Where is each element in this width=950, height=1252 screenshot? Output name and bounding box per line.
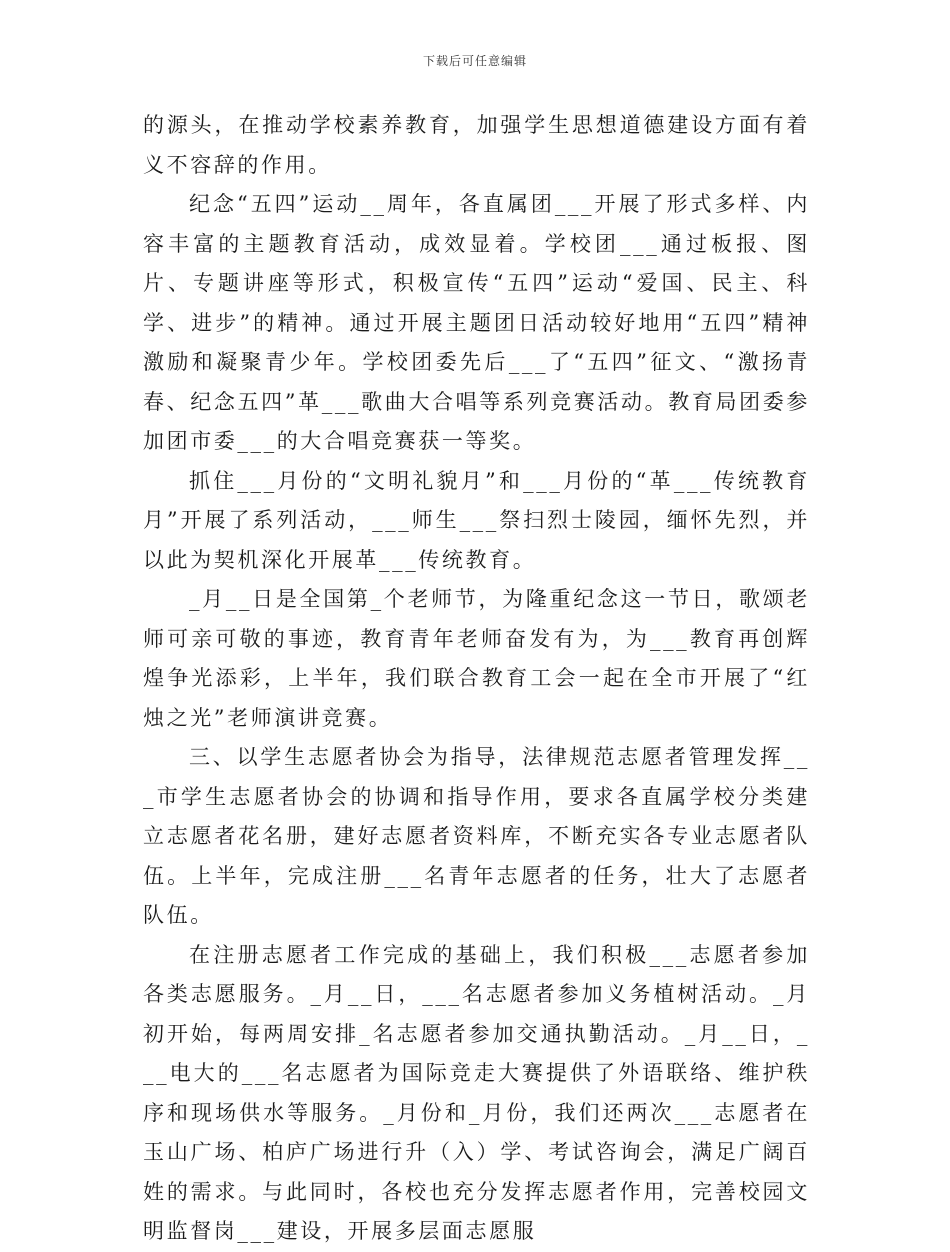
page-header: 下载后可任意编辑 — [422, 54, 527, 68]
paragraph-3: 抓住___月份的“文明礼貌月”和___月份的“革___传统教育月”开展了系列活动，___师生___祭扫烈士陵园，缅怀先烈，并以此为契机深化开展革___传统教育。 — [143, 468, 810, 572]
paragraph-5: 三、以学生志愿者协会为指导，法律规范志愿者管理发挥___市学生志愿者协会的协调和指导作用，要求各直属学校分类建立志愿者花名册，建好志愿者资料库，不断充实各专业志愿者队伍。上半年，完成注册___名青年志愿者的任务，壮大了志愿者队伍。 — [143, 745, 810, 927]
paragraph-4: _月__日是全国第_个老师节，为隆重纪念这一节日，歌颂老师可亲可敬的事迹，教育青年老师奋发有为，为___教育再创辉煌争光添彩，上半年，我们联合教育工会一起在全市开展了“红烛之光”老师演讲竞赛。 — [143, 587, 810, 730]
paragraph-2: 纪念“五四”运动__周年，各直属团___开展了形式多样、内容丰富的主题教育活动，成效显着。学校团___通过板报、图片、专题讲座等形式，积极宣传“五四”运动“爱国、民主、科学、进步”的精神。通过开展主题团日活动较好地用“五四”精神激励和凝聚青少年。学校团委先后___了“五四”征文、“激扬青春、纪念五四”革___歌曲大合唱等系列竞赛活动。教育局团委参加团市委___的大合唱竞赛获一等奖。 — [143, 192, 810, 453]
document-body — [143, 106, 810, 1252]
paragraph-6: 在注册志愿者工作完成的基础上，我们积极___志愿者参加各类志愿服务。_月__日，___名志愿者参加义务植树活动。_月初开始，每两周安排_名志愿者参加交通执勤活动。_月__日，___电大的___名志愿者为国际竞走大赛提供了外语联络、维护秩序和现场供水等服务。_月份和_月份，我们还两次___志愿者在玉山广场、柏庐广场进行升（入）学、考试咨询会，满足广阔百姓的需求。与此同时，各校也充分发挥志愿者作用，完善校园文明监督岗___建设，开展多层面志愿服 — [143, 942, 810, 1243]
paragraph-1: 的源头，在推动学校素养教育，加强学生思想道德建设方面有着义不容辞的作用。 — [143, 113, 810, 177]
